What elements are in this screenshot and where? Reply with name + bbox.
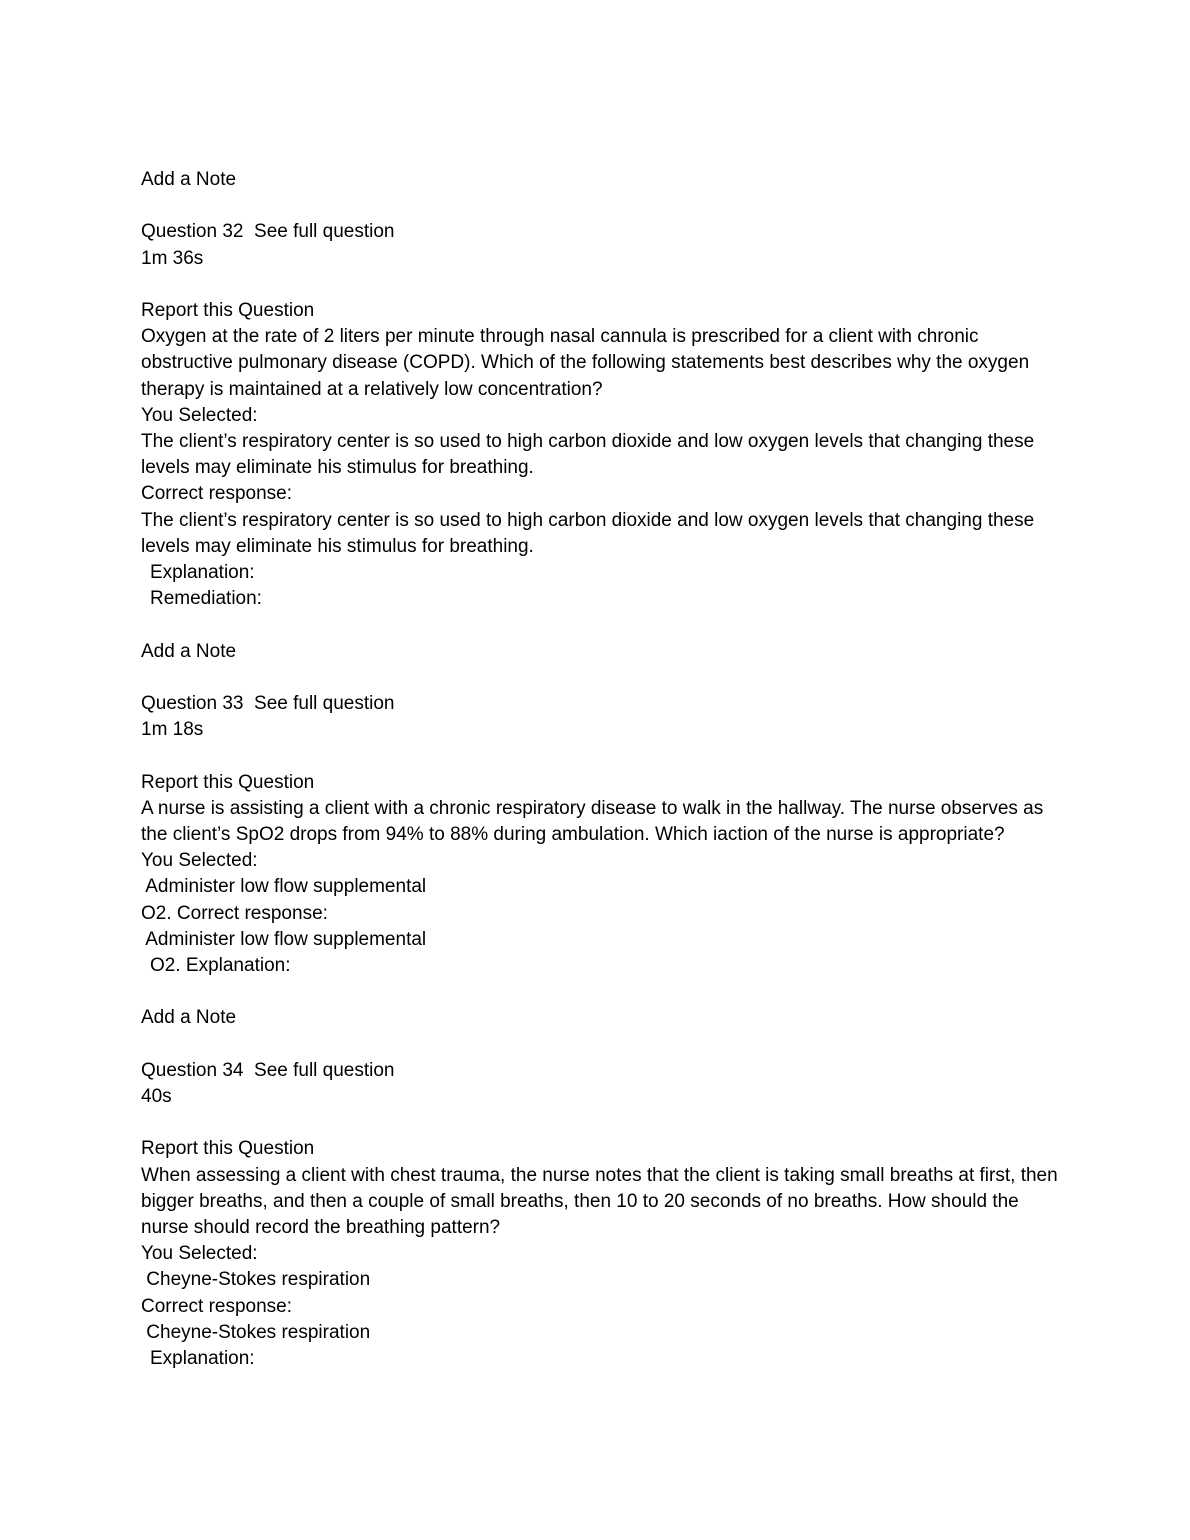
question-34-selected-label: You Selected:: [141, 1243, 258, 1265]
document-page: [141, 167, 1061, 1372]
spacer: [141, 743, 1061, 769]
question-32-correct-label: Correct response:: [141, 483, 293, 505]
question-34-correct-answer: Cheyne-Stokes respiration: [141, 1321, 371, 1343]
question-33-correct-answer-continued: O2. Explanation:: [150, 955, 291, 977]
add-note-link[interactable]: Add a Note: [141, 169, 237, 190]
spacer: [141, 193, 1061, 219]
spacer: [141, 612, 1061, 638]
question-32-explanation-label: Explanation:: [150, 562, 255, 584]
spacer: [141, 665, 1061, 691]
question-32-selected-answer: The client’s respiratory center is so used to high carbon dioxide and low oxygen levels that changing these levels may eliminate his stimulus for breathing.: [141, 431, 1035, 479]
report-question-32-link[interactable]: Report this Question: [141, 299, 315, 321]
question-34-header[interactable]: Question 34 See full question: [141, 1059, 395, 1081]
spacer: [141, 272, 1061, 298]
question-32-stem: Oxygen at the rate of 2 liters per minute through nasal cannula is prescribed for a client with chronic obstructive pulmonary disease (COPD). Which of the following statements best describes why the oxygen therapy is maintained at a relatively low concentration?: [141, 326, 1030, 400]
question-32-time: 1m 36s: [141, 247, 204, 269]
spacer: [141, 979, 1061, 1005]
question-34-correct-label: Correct response:: [141, 1295, 293, 1317]
question-33-time: 1m 18s: [141, 719, 204, 741]
question-34-explanation-label: Explanation:: [150, 1348, 255, 1370]
question-33-header[interactable]: Question 33 See full question: [141, 693, 395, 714]
add-note-link[interactable]: Add a Note: [141, 1007, 237, 1029]
question-33-selected-answer-continued: O2. Correct response:: [141, 902, 328, 924]
question-33-selected-answer: Administer low flow supplemental: [141, 876, 427, 898]
question-33-correct-answer: Administer low flow supplemental: [141, 928, 427, 950]
report-question-33-link[interactable]: Report this Question: [141, 771, 315, 793]
question-32-remediation-label: Remediation:: [150, 588, 262, 610]
question-32-selected-label: You Selected:: [141, 404, 258, 426]
question-34-stem: When assessing a client with chest trauma, the nurse notes that the client is taking small breaths at first, then bigger breaths, and then a couple of small breaths, then 10 to 20 seconds of no breaths. How should the nurse should record the breathing pattern?: [141, 1164, 1058, 1238]
question-34-selected-answer: Cheyne-Stokes respiration: [141, 1269, 371, 1291]
add-note-link[interactable]: Add a Note: [141, 640, 237, 662]
question-33-selected-label: You Selected:: [141, 850, 258, 872]
question-32-correct-answer: The client’s respiratory center is so used to high carbon dioxide and low oxygen levels that changing these levels may eliminate his stimulus for breathing.: [141, 509, 1035, 557]
question-34-time: 40s: [141, 1086, 172, 1107]
report-question-34-link[interactable]: Report this Question: [141, 1138, 315, 1160]
spacer: [141, 1110, 1061, 1136]
question-33-stem: A nurse is assisting a client with a chronic respiratory disease to walk in the hallway. The nurse observes as the client’s SpO2 drops from 94% to 88% during ambulation. Which iaction of the nurse is appropriate?: [141, 797, 1044, 845]
spacer: [141, 1032, 1061, 1058]
question-32-header[interactable]: Question 32 See full question: [141, 221, 395, 243]
